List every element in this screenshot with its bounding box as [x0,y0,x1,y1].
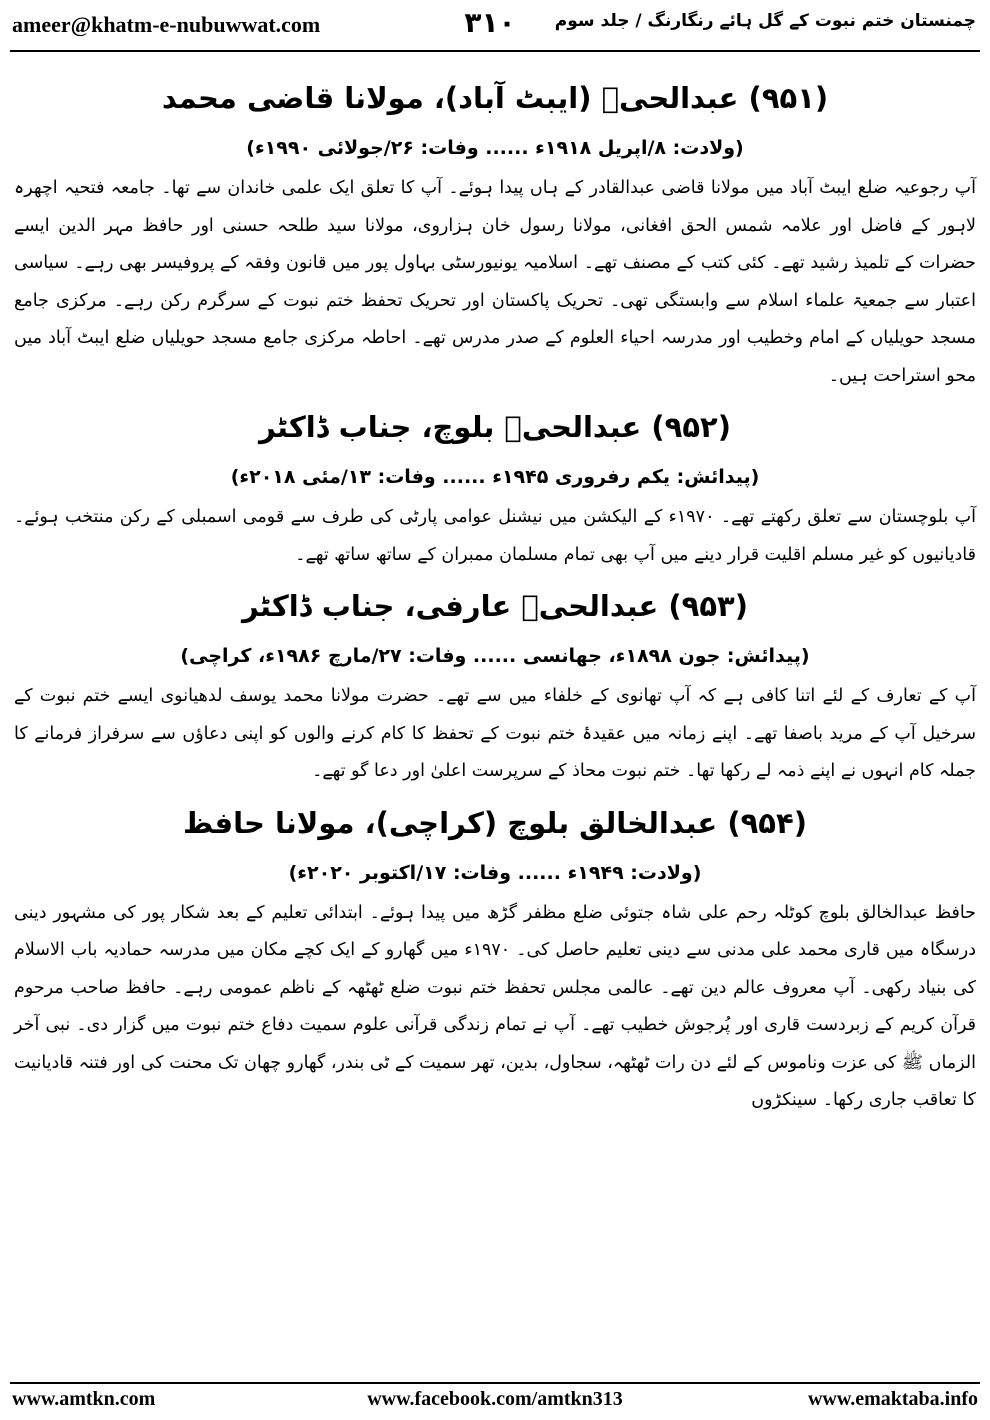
footer-link-facebook: www.facebook.com/amtkn313 [367,1388,623,1410]
entry-dates: (پیدائش: یکم رفروری ۱۹۴۵ء ...... وفات: ۱۳/مئی ۲۰۱۸ء) [230,466,760,488]
entry-title: (۹۵۲) عبدالحیؒ بلوچ، جناب ڈاکٹر [258,410,732,444]
page-footer [0,1386,990,1416]
entry-title: (۹۵۱) عبدالحیؒ (ایبٹ آباد)، مولانا قاضی محمد [161,81,829,115]
entry-title: (۹۵۴) عبدالخالق بلوچ (کراچی)، مولانا حافظ [183,805,807,840]
entry-952 [14,399,976,574]
page-content [14,60,976,1375]
header-email: ameer@khatm-e-nubuwwat.com [12,12,321,37]
entry-dates: (پیدائش: جون ۱۸۹۸ء، جھانسی ...... وفات: ۲۷/مارچ ۱۹۸۶ء، کراچی) [180,645,810,667]
book-title: چمنستان ختم نبوت کے گل ہائے رنگارنگ / جلد سوم [554,11,976,31]
entry-body: آپ رجوعیہ ضلع ایبٹ آباد میں مولانا قاضی عبدالقادر کے ہاں پیدا ہوئے۔ آپ کا تعلق ایک علمی خاندان سے تھا۔ جامعہ فتحیہ اچھرہ لاہور کے فاضل اور علامہ شمس الحق افغانی، مولانا رسول خان ہزاروی، مولانا سید طلحہ حسنی اور حافظ مہر الدین ایسے حضرات کے تلمیذ رشید تھے۔ کئی کتب کے مصنف تھے۔ اسلامیہ یونیورسٹی بہاول پور میں قانون وفقہ کے پروفیسر بھی رہے۔ سیاسی اعتبار سے جمعیۃ علماء اسلام سے وابستگی تھی۔ تحریک پاکستان اور تحریک تحفظ ختم نبوت کے سرگرم رکن رہے۔ مرکزی جامع مسجد حویلیاں کے امام وخطیب اور مدرسہ احیاء العلوم کے صدر مدرس تھے۔ احاطہ مرکزی جامع مسجد حویلیاں ضلع ایبٹ آباد میں محو استراحت ہیں۔ [14,178,976,386]
entry-953 [14,578,976,791]
entry-body: آپ کے تعارف کے لئے اتنا کافی ہے کہ آپ تھانوی کے خلفاء میں سے تھے۔ حضرت مولانا محمد یوسف لدھیانوی ایسے ختم نبوت کے سرخیل آپ کے مرید باصفا تھے۔ اپنے زمانہ میں عقیدۂ ختم نبوت کے تحفظ کا کام کرنے والوں کو اپنی دعاؤں سے سرفراز فرمانے کا جملہ کام انہوں نے اپنے ذمہ لے رکھا تھا۔ ختم نبوت محاذ کے سرپرست اعلیٰ اور دعا گو تھے۔ [14,686,976,781]
entry-951 [14,70,976,395]
entry-954 [14,795,976,1120]
footer-divider [10,1382,980,1384]
entry-body: آپ بلوچستان سے تعلق رکھتے تھے۔ ۱۹۷۰ء کے الیکشن میں نیشنل عوامی پارٹی کی طرف سے قومی اسمبلی کے رکن منتخب ہوئے۔ قادیانیوں کو غیر مسلم اقلیت قرار دینے میں آپ بھی تمام مسلمان ممبران کے ساتھ ساتھ تھے۔ [14,507,976,565]
page-number: ۳۱۰ [464,6,516,39]
footer-link-emaktaba: www.emaktaba.info [807,1388,978,1410]
entry-body: حافظ عبدالخالق بلوچ کوٹلہ رحم علی شاہ جتوئی ضلع مظفر گڑھ میں پیدا ہوئے۔ ابتدائی تعلیم کے بعد شکار پور کی مشہور دینی درسگاہ میں قاری محمد علی مدنی سے دینی تعلیم حاصل کی۔ ۱۹۷۰ء میں گھارو کے ایک کچے مکان میں مدرسہ حمادیہ باب الاسلام کی بنیاد رکھی۔ آپ معروف عالم دین تھے۔ عالمی مجلس تحفظ ختم نبوت ضلع ٹھٹھہ کے ناظم عمومی رہے۔ حافظ صاحب مرحوم قرآن کریم کے زبردست قاری اور پُرجوش خطیب تھے۔ آپ نے تمام زندگی قرآنی علوم سمیت دفاع ختم نبوت میں گزار دی۔ نبی آخر الزماں ﷺ کی عزت وناموس کے لئے دن رات ٹھٹھہ، سجاول، بدین، تھر سمیت کے ٹی بندر، گھارو چھان تک محنت کی اور فتنہ قادیانیت کا تعاقب جاری رکھا۔ سینکڑوں [14,902,976,1110]
page-header [0,0,990,50]
entry-dates: (ولادت: ۱۹۴۹ء ...... وفات: ۱۷/اکتوبر ۲۰۲۰ء) [288,861,702,884]
footer-link-amtkn: www.amtkn.com [12,1388,156,1410]
header-divider [10,50,980,52]
entry-title: (۹۵۳) عبدالحیؒ عارفی، جناب ڈاکٹر [242,589,748,623]
entry-dates: (ولادت: ۸/اپریل ۱۹۱۸ء ...... وفات: ۲۶/جولائی ۱۹۹۰ء) [246,137,744,159]
